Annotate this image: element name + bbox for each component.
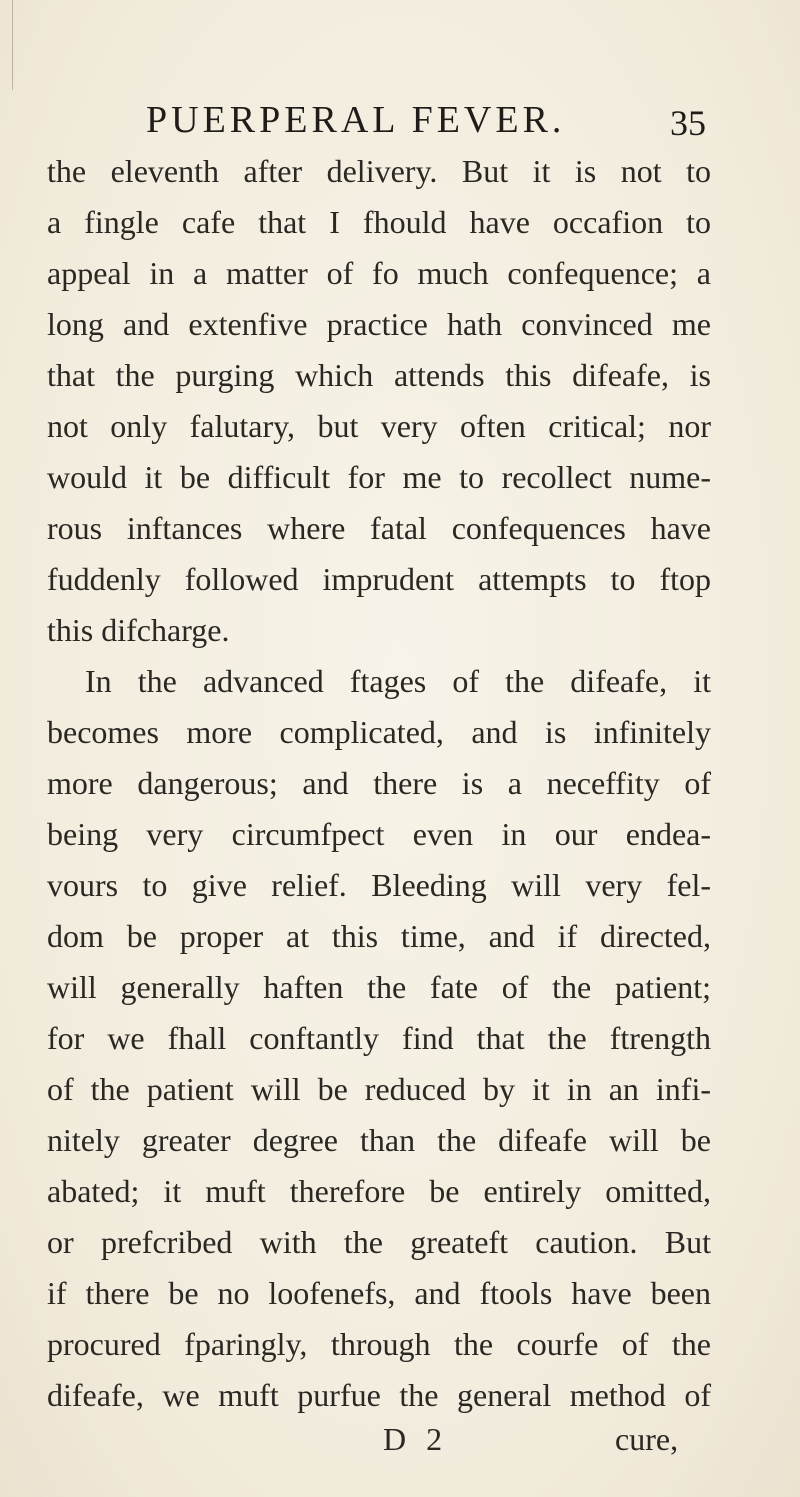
text-line: would it be difficult for me to recollect nume- xyxy=(47,459,711,495)
text-line: that the purging which attends this difeafe, is xyxy=(47,357,711,393)
text-line: rous inftances where fatal confequences have xyxy=(47,510,711,546)
page-number: 35 xyxy=(670,103,706,143)
text-line: procured fparingly, through the courfe of the xyxy=(47,1326,711,1362)
text-line: a fingle cafe that I fhould have occafion to xyxy=(47,204,711,240)
text-line: becomes more complicated, and is infinitely xyxy=(47,714,711,750)
text-line: being very circumfpect even in our endea- xyxy=(47,816,711,852)
text-line: if there be no loofenefs, and ftools have been xyxy=(47,1275,711,1311)
text-line: dom be proper at this time, and if directed, xyxy=(47,918,711,954)
text-line: or prefcribed with the greateft caution. But xyxy=(47,1224,711,1260)
text-line: nitely greater degree than the difeafe will be xyxy=(47,1122,711,1158)
running-head xyxy=(146,98,706,146)
text-line-paragraph-start: In the advanced ftages of the difeafe, it xyxy=(85,663,711,699)
text-line: fuddenly followed imprudent attempts to ftop xyxy=(47,561,711,597)
text-line: abated; it muft therefore be entirely omitted, xyxy=(47,1173,711,1209)
text-line-paragraph-end: this difcharge. xyxy=(47,612,230,648)
text-line: the eleventh after delivery. But it is not to xyxy=(47,153,711,189)
text-line: of the patient will be reduced by it in an infi- xyxy=(47,1071,711,1107)
page-edge-line xyxy=(12,0,13,90)
text-line: difeafe, we muft purfue the general method of xyxy=(47,1377,711,1413)
text-line: appeal in a matter of fo much confequence; a xyxy=(47,255,711,291)
running-head-title: PUERPERAL FEVER. xyxy=(146,99,566,141)
catchword: cure, xyxy=(615,1421,679,1457)
text-line: long and extenfive practice hath convinced me xyxy=(47,306,711,342)
text-line: vours to give relief. Bleeding will very fel- xyxy=(47,867,711,903)
text-line: not only falutary, but very often critical; nor xyxy=(47,408,711,444)
text-line: more dangerous; and there is a neceffity of xyxy=(47,765,711,801)
text-line: for we fhall conftantly find that the ftrength xyxy=(47,1020,711,1056)
signature-mark: D 2 xyxy=(383,1421,449,1457)
text-line: will generally haften the fate of the patient; xyxy=(47,969,711,1005)
